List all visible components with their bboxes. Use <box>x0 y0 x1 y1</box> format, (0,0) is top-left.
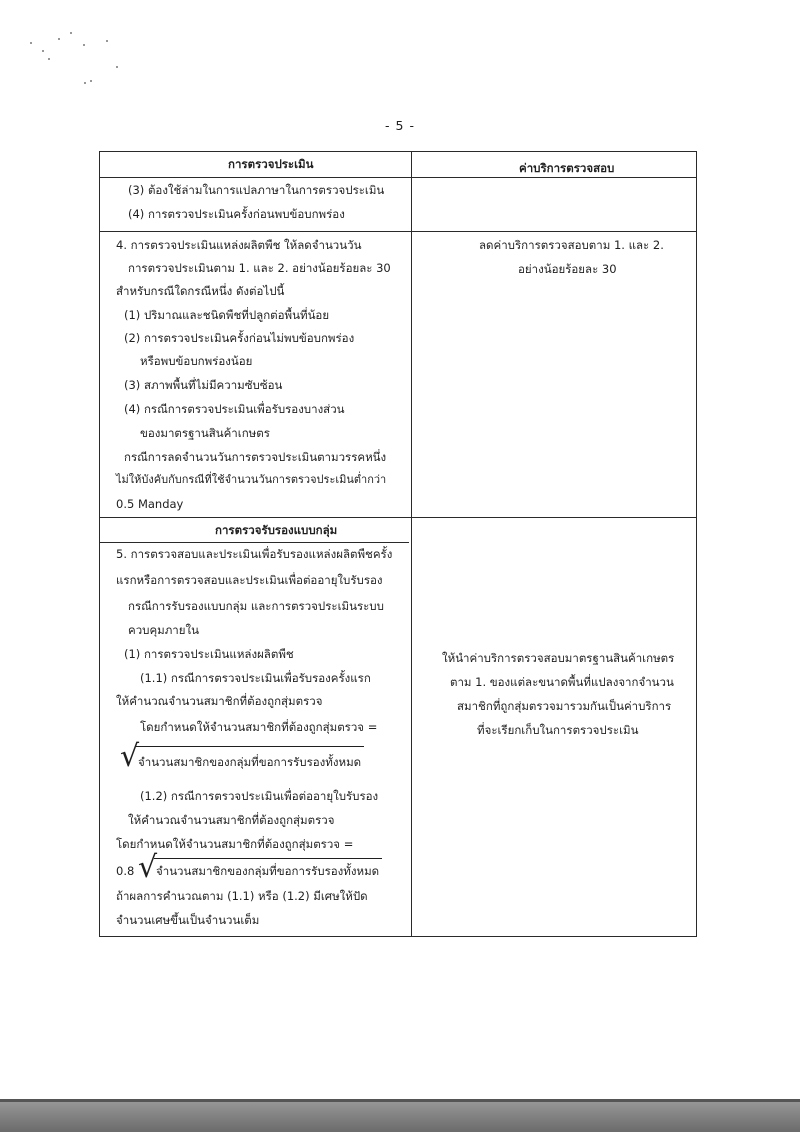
item5-line: ควบคุมภายใน <box>128 623 199 637</box>
item5-fee-line: ให้นำค่าบริการตรวจสอบมาตรฐานสินค้าเกษตร <box>442 651 675 665</box>
item5-line: โดยกำหนดให้จำนวนสมาชิกที่ต้องถูกสุ่มตรวจ = <box>116 837 354 851</box>
col-left-header: การตรวจประเมิน <box>228 157 314 171</box>
item4-line: (1) ปริมาณและชนิดพืชที่ปลูกต่อพื้นที่น้อย <box>124 308 330 322</box>
item4-line: หรือพบข้อบกพร่องน้อย <box>140 354 253 368</box>
sqrt-vinculum <box>154 858 382 859</box>
item5-line: ให้คำนวณจำนวนสมาชิกที่ต้องถูกสุ่มตรวจ <box>116 694 323 708</box>
item5-fee-line: ที่จะเรียกเก็บในการตรวจประเมิน <box>477 723 639 737</box>
formula-2-coefficient: 0.8 <box>116 864 135 878</box>
item5-line: กรณีการรับรองแบบกลุ่ม และการตรวจประเมินระบบ <box>128 599 384 613</box>
item4-line: ของมาตรฐานสินค้าเกษตร <box>140 426 270 440</box>
item4-line: กรณีการลดจำนวนวันการตรวจประเมินตามวรรคหนึ่ง <box>124 450 387 464</box>
header-rule <box>100 177 696 178</box>
item5-fee-line: สมาชิกที่ถูกสุ่มตรวจมารวมกันเป็นค่าบริการ <box>457 699 672 713</box>
item5-line: (1.1) กรณีการตรวจประเมินเพื่อรับรองครั้งแรก <box>140 671 371 685</box>
item5-line: โดยกำหนดให้จำนวนสมาชิกที่ต้องถูกสุ่มตรวจ = <box>140 720 378 734</box>
group-cert-header: การตรวจรับรองแบบกลุ่ม <box>215 523 338 537</box>
item4-line: สำหรับกรณีใดกรณีหนึ่ง ดังต่อไปนี้ <box>116 284 285 298</box>
item5-line: ให้คำนวณจำนวนสมาชิกที่ต้องถูกสุ่มตรวจ <box>128 813 335 827</box>
column-divider <box>411 152 412 936</box>
item5-line: แรกหรือการตรวจสอบและประเมินเพื่อต่ออายุใบรับรอง <box>116 573 383 587</box>
item5-line: (1) การตรวจประเมินแหล่งผลิตพืช <box>124 647 294 661</box>
item5-line: ถ้าผลการคำนวณตาม (1.1) หรือ (1.2) มีเศษให้ปัด <box>116 889 368 903</box>
row-3-text: (3) ต้องใช้ล่ามในการแปลภาษาในการตรวจประเมิน <box>128 183 385 197</box>
item5-line: (1.2) กรณีการตรวจประเมินเพื่อต่ออายุใบรับรอง <box>140 789 379 803</box>
page-number: - 5 - <box>385 118 415 133</box>
sqrt-vinculum <box>136 746 364 747</box>
item4-line: การตรวจประเมินตาม 1. และ 2. อย่างน้อยร้อยละ 30 <box>128 261 391 275</box>
item4-line: 4. การตรวจประเมินแหล่งผลิตพืช ให้ลดจำนวนวัน <box>116 238 362 252</box>
formula-2-radicand: จำนวนสมาชิกของกลุ่มที่ขอการรับรองทั้งหมด <box>156 864 380 878</box>
item4-fee-line: อย่างน้อยร้อยละ 30 <box>518 262 617 276</box>
item4-line: (3) สภาพพื้นที่ไม่มีความซับซ้อน <box>124 378 283 392</box>
sqrt-icon: √ <box>138 850 158 885</box>
scan-bottom-edge <box>0 1099 800 1132</box>
fee-table <box>99 151 697 937</box>
item4-line: 0.5 Manday <box>116 497 184 511</box>
item4-line: (2) การตรวจประเมินครั้งก่อนไม่พบข้อบกพร่อง <box>124 331 355 345</box>
item5-fee-line: ตาม 1. ของแต่ละขนาดพื้นที่แปลงจากจำนวน <box>450 675 674 689</box>
sqrt-icon: √ <box>120 739 140 774</box>
item4-line: (4) กรณีการตรวจประเมินเพื่อรับรองบางส่วน <box>124 402 345 416</box>
item4-line: ไม่ให้บังคับกับกรณีที่ใช้จำนวนวันการตรวจประเมินต่ำกว่า <box>116 473 387 486</box>
row-rule-1 <box>100 231 696 232</box>
item5-line: 5. การตรวจสอบและประเมินเพื่อรับรองแหล่งผลิตพืชครั้ง <box>116 547 393 561</box>
scan-specks <box>28 30 138 90</box>
row-rule-2 <box>100 517 696 518</box>
group-header-rule <box>100 542 409 543</box>
item5-line: จำนวนเศษขึ้นเป็นจำนวนเต็ม <box>116 913 260 927</box>
item4-fee-line: ลดค่าบริการตรวจสอบตาม 1. และ 2. <box>479 238 664 252</box>
formula-1-radicand: จำนวนสมาชิกของกลุ่มที่ขอการรับรองทั้งหมด <box>138 755 362 769</box>
row-4-text: (4) การตรวจประเมินครั้งก่อนพบข้อบกพร่อง <box>128 207 345 221</box>
col-right-header: ค่าบริการตรวจสอบ <box>519 161 615 175</box>
